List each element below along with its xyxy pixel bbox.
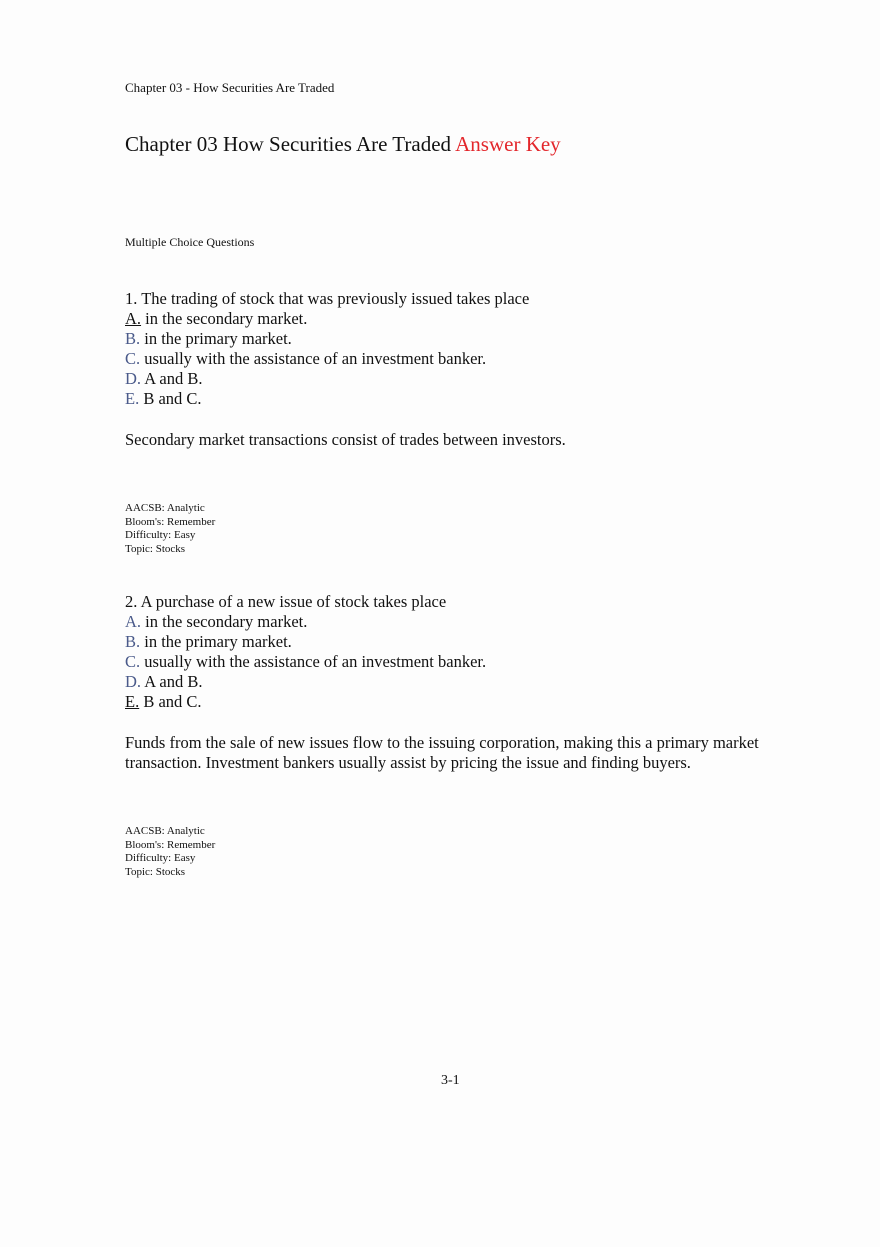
option-letter: A.	[125, 612, 142, 631]
explanation-1: Secondary market transactions consist of trades between investors.	[125, 430, 566, 449]
option-text: in the primary market.	[140, 329, 292, 348]
page-title	[125, 132, 561, 157]
option-letter-correct: E.	[125, 692, 140, 711]
option-letter-correct: A.	[125, 309, 142, 328]
option-e	[125, 692, 486, 712]
option-d	[125, 672, 486, 692]
option-letter: B.	[125, 632, 141, 651]
option-text: A and B.	[141, 369, 203, 388]
meta-difficulty: Difficulty: Easy	[125, 852, 196, 864]
meta-blooms: Bloom's: Remember	[125, 515, 216, 528]
title-main: Chapter 03 How Securities Are Traded	[125, 132, 456, 156]
option-text: in the secondary market.	[141, 309, 308, 328]
option-letter: C.	[125, 349, 141, 368]
option-d	[125, 369, 529, 389]
option-text: usually with the assistance of an investment banker.	[140, 652, 487, 671]
option-letter: D.	[125, 369, 142, 388]
option-text: A and B.	[141, 672, 203, 691]
section-heading: Multiple Choice Questions	[125, 235, 255, 249]
option-a	[125, 612, 486, 632]
question-1	[125, 289, 529, 409]
page-number: 3-1	[441, 1073, 460, 1088]
question-stem: 2. A purchase of a new issue of stock takes place	[125, 592, 447, 611]
option-letter: C.	[125, 652, 141, 671]
option-c	[125, 349, 529, 369]
meta-topic: Topic: Stocks	[125, 865, 186, 878]
answer-key-label: Answer Key	[455, 132, 561, 156]
question-stem: 1. The trading of stock that was previously issued takes place	[125, 289, 530, 308]
option-text: in the primary market.	[140, 632, 292, 651]
meta-1	[125, 502, 215, 556]
option-letter: D.	[125, 672, 142, 691]
meta-aacsb: AACSB: Analytic	[125, 502, 205, 514]
option-e	[125, 389, 529, 409]
option-letter: B.	[125, 329, 141, 348]
explanation-2: Funds from the sale of new issues flow to the issuing corporation, making this a primary market transaction. Investment bankers usually assist by pricing the issue and finding buyers.	[125, 733, 759, 772]
option-b	[125, 632, 486, 652]
meta-aacsb: AACSB: Analytic	[125, 825, 205, 837]
question-2	[125, 592, 486, 712]
option-text: in the secondary market.	[141, 612, 308, 631]
option-text: B and C.	[139, 692, 202, 711]
option-c	[125, 652, 486, 672]
meta-topic: Topic: Stocks	[125, 542, 186, 555]
page-header: Chapter 03 - How Securities Are Traded	[125, 80, 335, 95]
option-text: B and C.	[139, 389, 202, 408]
option-text: usually with the assistance of an investment banker.	[140, 349, 487, 368]
meta-difficulty: Difficulty: Easy	[125, 529, 196, 541]
option-b	[125, 329, 529, 349]
meta-blooms: Bloom's: Remember	[125, 838, 216, 851]
option-letter: E.	[125, 389, 140, 408]
meta-2	[125, 825, 215, 879]
option-a	[125, 309, 529, 329]
